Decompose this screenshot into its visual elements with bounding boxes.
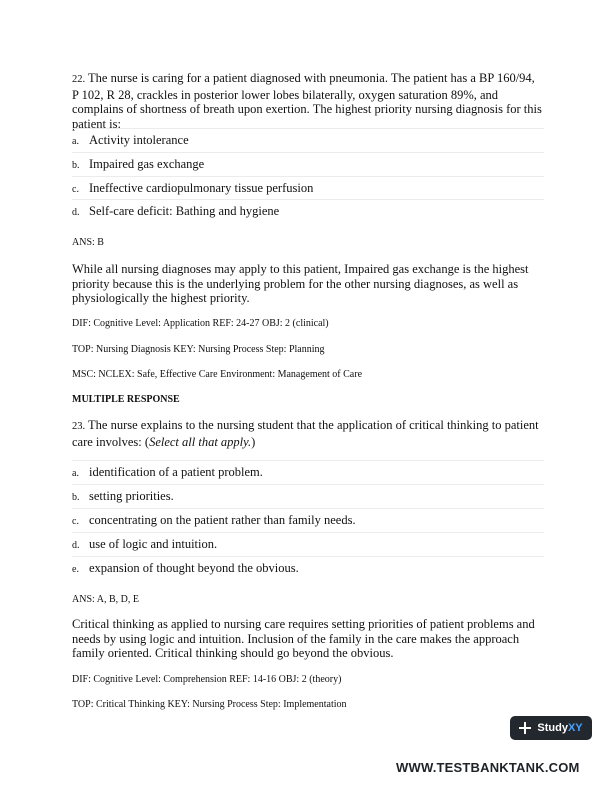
footer-url[interactable]: WWW.TESTBANKTANK.COM <box>396 760 580 775</box>
choice-letter: b. <box>72 160 80 171</box>
top-23: TOP: Critical Thinking KEY: Nursing Process Step: Implementation <box>72 699 347 710</box>
choice-23-a[interactable] <box>72 460 544 484</box>
question-number: 22. <box>72 74 86 85</box>
choice-text: identification of a patient problem. <box>89 465 263 479</box>
choice-letter: a. <box>72 136 79 147</box>
choice-letter: d. <box>72 207 80 218</box>
choice-22-b[interactable] <box>72 152 544 176</box>
rationale-23: Critical thinking as applied to nursing care requires setting priorities of patient problems and needs by using logic and intuition. Inclusion of the family in the care makes the approach family oriented. Critical thinking should go beyond the obvious. <box>72 617 535 660</box>
answer-23: ANS: A, B, D, E <box>72 594 139 605</box>
choice-text: use of logic and intuition. <box>89 537 218 551</box>
rationale-22: While all nursing diagnoses may apply to this patient, Impaired gas exchange is the highest priority because this is the underlying problem for the other nursing diagnoses, as well as physiologically the highest priority. <box>72 262 529 305</box>
msc-22: MSC: NCLEX: Safe, Effective Care Environment: Management of Care <box>72 369 363 380</box>
choice-letter: d. <box>72 540 80 551</box>
choice-text: concentrating on the patient rather than family needs. <box>89 513 356 527</box>
choice-23-d[interactable] <box>72 532 544 556</box>
top-22: TOP: Nursing Diagnosis KEY: Nursing Process Step: Planning <box>72 344 325 355</box>
answer-22: ANS: B <box>72 237 104 248</box>
section-heading: MULTIPLE RESPONSE <box>72 394 180 405</box>
question-stem: The nurse explains to the nursing student that the application of critical thinking to patient care involves: ( <box>72 418 539 449</box>
choice-text: setting priorities. <box>89 489 174 503</box>
question-22 <box>72 71 544 131</box>
choice-23-c[interactable] <box>72 508 544 532</box>
choice-22-c[interactable] <box>72 176 544 200</box>
choice-23-e[interactable] <box>72 556 544 580</box>
badge-brand: Study <box>537 722 568 734</box>
choice-letter: c. <box>72 184 79 195</box>
question-number: 23. <box>72 421 86 432</box>
choice-text: Activity intolerance <box>89 133 189 147</box>
choice-22-d[interactable] <box>72 199 544 223</box>
plus-icon <box>519 722 531 734</box>
choice-text: Impaired gas exchange <box>89 157 205 171</box>
choice-text: Self-care deficit: Bathing and hygiene <box>89 204 280 218</box>
choice-letter: c. <box>72 516 79 527</box>
question-stem: The nurse is caring for a patient diagnosed with pneumonia. The patient has a BP 160/94, P 102, R 28, crackles in posterior lower lobes bilaterally, oxygen saturation 89%, and complains of shortness of breath upon exertion. The highest priority nursing diagnosis for this patient is: <box>72 71 542 131</box>
choice-letter: b. <box>72 492 80 503</box>
choice-22-a[interactable] <box>72 128 544 152</box>
dif-22: DIF: Cognitive Level: Application REF: 24-27 OBJ: 2 (clinical) <box>72 318 329 329</box>
question-23 <box>72 418 544 449</box>
question-stem-end: ) <box>251 434 256 449</box>
studyxy-badge[interactable] <box>510 716 592 740</box>
choice-letter: a. <box>72 468 79 479</box>
question-stem-italic: Select all that apply. <box>149 434 252 449</box>
choice-text: expansion of thought beyond the obvious. <box>89 561 299 575</box>
dif-23: DIF: Cognitive Level: Comprehension REF: 14-16 OBJ: 2 (theory) <box>72 674 342 685</box>
choice-letter: e. <box>72 564 79 575</box>
choice-23-b[interactable] <box>72 484 544 508</box>
badge-brand-accent: XY <box>567 722 583 734</box>
choice-text: Ineffective cardiopulmonary tissue perfusion <box>89 181 314 195</box>
